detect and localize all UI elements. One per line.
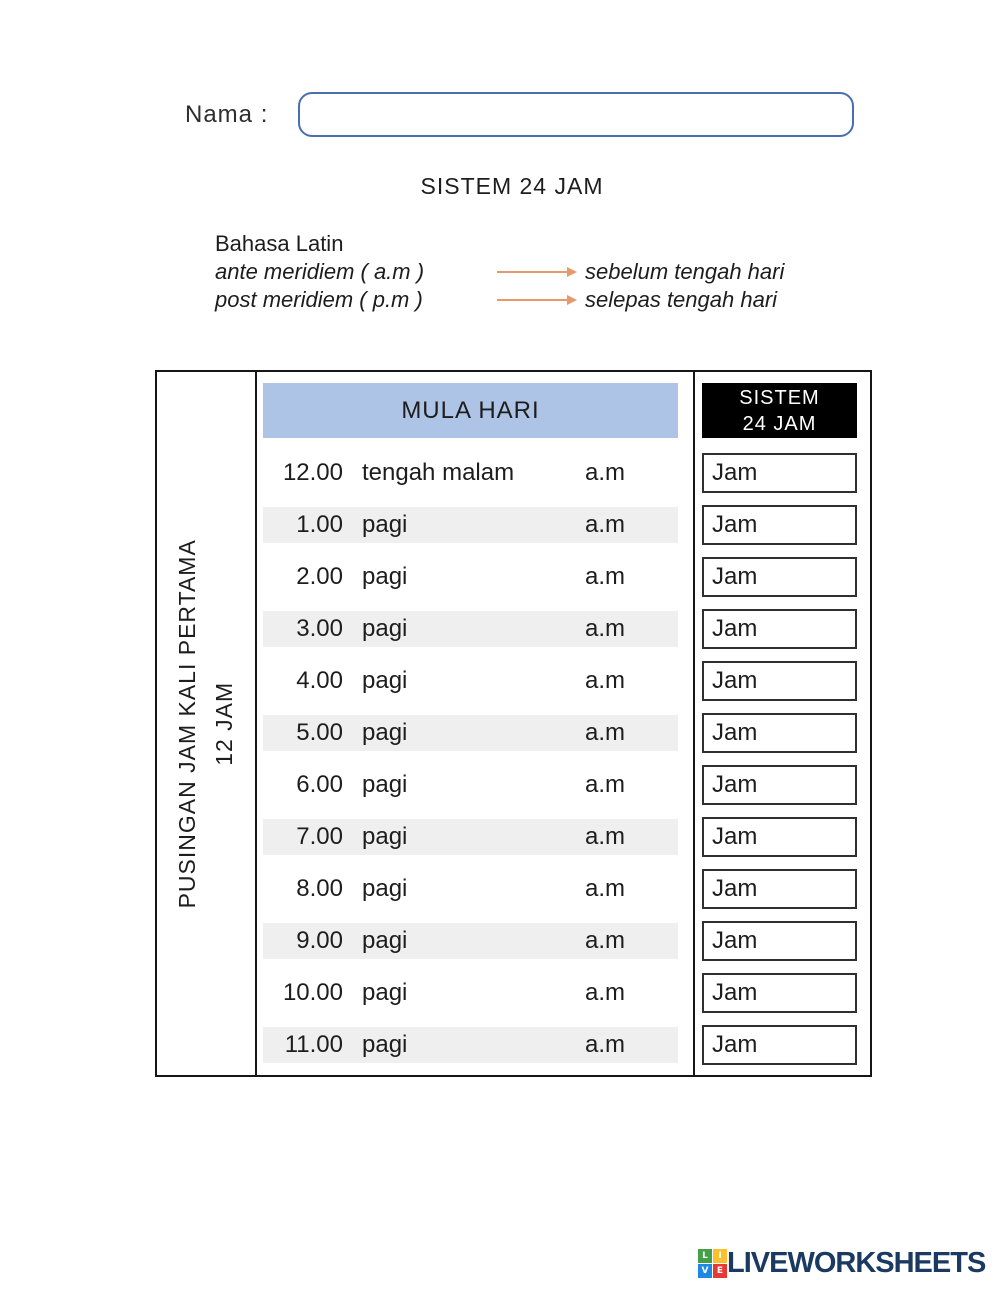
row-period: a.m: [585, 927, 626, 954]
row-time: 6.00: [296, 771, 343, 798]
row-label: pagi: [362, 823, 408, 850]
row-period: a.m: [585, 459, 626, 486]
answer-box[interactable]: Jam: [702, 609, 857, 649]
table-row: [263, 759, 678, 811]
latin-meaning-pm: selepas tengah hari: [585, 287, 778, 312]
column-divider: [693, 372, 695, 1075]
sistem-24-jam-header: [702, 383, 857, 438]
row-label: pagi: [362, 927, 408, 954]
name-input[interactable]: [298, 92, 854, 137]
latin-meaning-am: sebelum tengah hari: [585, 259, 785, 284]
arrow-line: [497, 271, 567, 273]
row-period: a.m: [585, 563, 626, 590]
side-label-column: [157, 372, 255, 1075]
row-period: a.m: [585, 1031, 626, 1058]
logo-tile: E: [713, 1264, 727, 1278]
latin-heading: Bahasa Latin: [215, 231, 344, 256]
row-time: 2.00: [296, 563, 343, 590]
answer-box[interactable]: Jam: [702, 765, 857, 805]
row-period: a.m: [585, 771, 626, 798]
row-label: pagi: [362, 1031, 408, 1058]
table-row: [263, 551, 678, 603]
row-time: 9.00: [296, 927, 343, 954]
row-period: a.m: [585, 979, 626, 1006]
answer-box[interactable]: Jam: [702, 557, 857, 597]
row-time: 10.00: [282, 979, 343, 1006]
table-row: [263, 655, 678, 707]
row-label: tengah malam: [362, 459, 515, 486]
answer-box[interactable]: Jam: [702, 453, 857, 493]
answer-box[interactable]: Jam: [702, 713, 857, 753]
table-row: [263, 811, 678, 863]
answer-box[interactable]: Jam: [702, 505, 857, 545]
logo-tile: I: [713, 1249, 727, 1263]
row-period: a.m: [585, 511, 626, 538]
answer-box[interactable]: Jam: [702, 973, 857, 1013]
answer-box[interactable]: Jam: [702, 817, 857, 857]
row-time: 4.00: [296, 667, 343, 694]
table-row: [263, 1019, 678, 1071]
worksheet-table: [155, 370, 872, 1077]
logo-tile: V: [698, 1264, 712, 1278]
table-row: [263, 915, 678, 967]
row-label: pagi: [362, 719, 408, 746]
page-title: SISTEM 24 JAM: [420, 173, 604, 199]
row-period: a.m: [585, 615, 626, 642]
table-row: [263, 447, 678, 499]
answer-box[interactable]: Jam: [702, 1025, 857, 1065]
row-period: a.m: [585, 719, 626, 746]
row-label: pagi: [362, 511, 408, 538]
sistem-header-line2: 24 JAM: [742, 412, 817, 435]
row-period: a.m: [585, 823, 626, 850]
latin-term-am: ante meridiem ( a.m ): [215, 259, 425, 284]
arrow-right-icon: [567, 295, 577, 305]
row-time: 11.00: [284, 1031, 343, 1058]
arrow-right-icon: [567, 267, 577, 277]
row-period: a.m: [585, 875, 626, 902]
liveworksheets-logo-icon: [698, 1249, 727, 1278]
side-label-line1: PUSINGAN JAM KALI PERTAMA: [174, 538, 201, 909]
answer-box[interactable]: Jam: [702, 869, 857, 909]
table-row: [263, 499, 678, 551]
table-row: [263, 603, 678, 655]
row-label: pagi: [362, 771, 408, 798]
mula-hari-header: MULA HARI: [263, 383, 678, 438]
table-row: [263, 707, 678, 759]
row-label: pagi: [362, 667, 408, 694]
answer-box[interactable]: Jam: [702, 661, 857, 701]
row-label: pagi: [362, 615, 408, 642]
logo-tile: L: [698, 1249, 712, 1263]
row-label: pagi: [362, 563, 408, 590]
row-time: 3.00: [296, 615, 343, 642]
latin-term-pm: post meridiem ( p.m ): [215, 287, 423, 312]
column-divider: [255, 372, 257, 1075]
arrow-line: [497, 299, 567, 301]
sistem-header-line1: SISTEM: [739, 386, 820, 409]
liveworksheets-logo-text: LIVEWORKSHEETS: [727, 1247, 986, 1279]
answer-box[interactable]: Jam: [702, 921, 857, 961]
row-time: 7.00: [296, 823, 343, 850]
row-time: 1.00: [296, 511, 343, 538]
table-row: [263, 863, 678, 915]
side-label-line2: 12 JAM: [211, 681, 238, 766]
row-time: 8.00: [296, 875, 343, 902]
table-row: [263, 967, 678, 1019]
row-time: 12.00: [282, 459, 343, 486]
row-period: a.m: [585, 667, 626, 694]
row-time: 5.00: [296, 719, 343, 746]
row-label: pagi: [362, 979, 408, 1006]
side-label: [169, 539, 243, 908]
name-label: Nama :: [185, 101, 269, 128]
row-label: pagi: [362, 875, 408, 902]
